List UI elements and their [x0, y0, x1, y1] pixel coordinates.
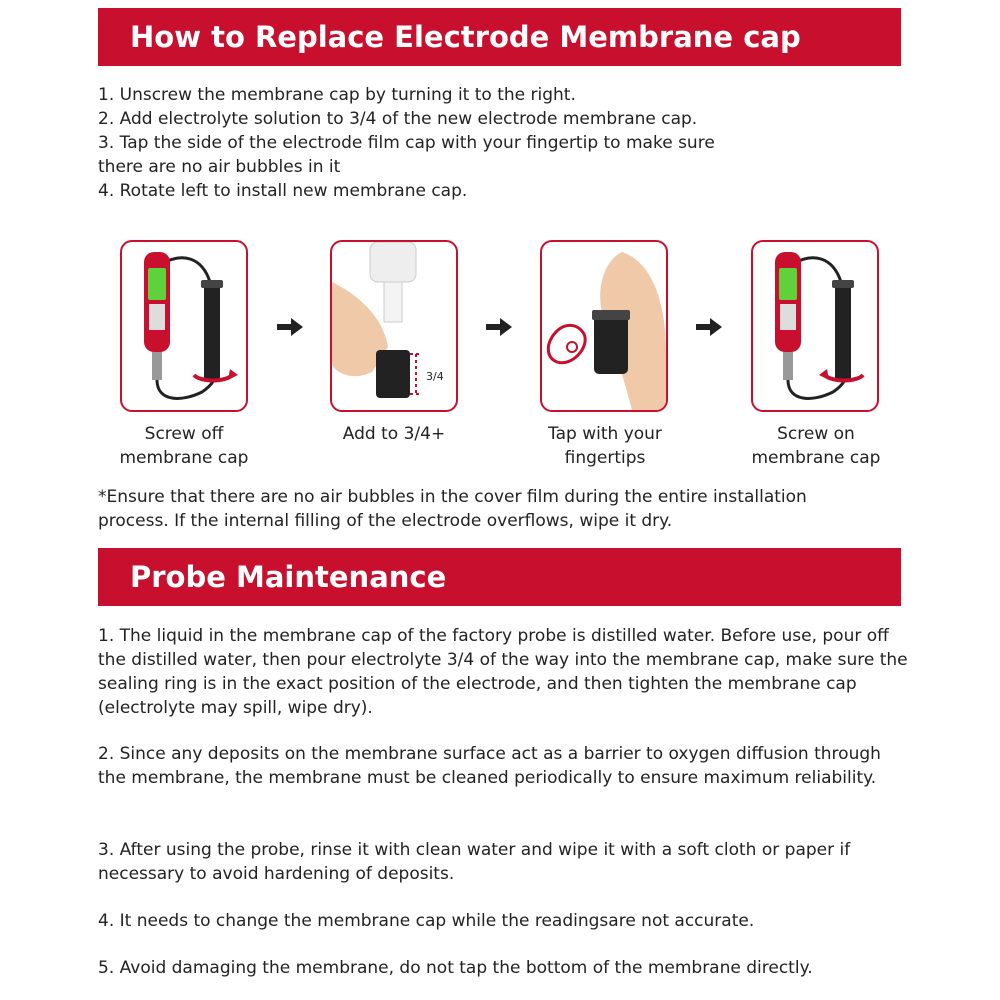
maintenance-item: 4. It needs to change the membrane cap while the readingsare not accurate. [98, 911, 755, 931]
probe-meter-icon [753, 242, 877, 410]
step-3-caption [515, 422, 695, 470]
replace-steps-list [98, 83, 908, 203]
step-3-illustration [540, 240, 668, 412]
maintenance-item: 5. Avoid damaging the membrane, do not tap the bottom of the membrane directly. [98, 958, 813, 978]
step-1-illustration [120, 240, 248, 412]
section-title: Probe Maintenance [130, 560, 447, 594]
caption-line: Add to 3/4+ [342, 424, 446, 444]
step-text: 1. Unscrew the membrane cap by turning it to the right. [98, 85, 576, 105]
note-line: process. If the internal filling of the electrode overflows, wipe it dry. [98, 511, 673, 531]
probe-meter-icon [122, 242, 246, 410]
step-4-illustration [751, 240, 879, 412]
fingertip-tap-icon [542, 242, 666, 410]
caption-line: fingertips [564, 448, 646, 468]
arrow-right-icon [696, 318, 722, 336]
maintenance-item: 1. The liquid in the membrane cap of the factory probe is distilled water. Before use, pour off the distilled water, then pour electrolyte 3/4 of the way into the membrane cap, make sure the sealing ring is in the exact position of the electrode, and then tighten the membrane cap (electrolyte may spill, wipe dry). [98, 626, 908, 718]
step-1-caption [94, 422, 274, 470]
caption-line: Screw off [144, 424, 224, 444]
step-4-caption [726, 422, 906, 470]
step-text: 2. Add electrolyte solution to 3/4 of the new electrode membrane cap. [98, 109, 698, 129]
maintenance-item: 3. After using the probe, rinse it with clean water and wipe it with a soft cloth or paper if necessary to avoid hardening of deposits. [98, 840, 851, 884]
section-header-maintenance [98, 548, 901, 606]
step-text: there are no air bubbles in it [98, 157, 341, 177]
section-header-replace [98, 8, 901, 66]
caption-line: membrane cap [119, 448, 249, 468]
installation-note [98, 485, 908, 533]
step-2-illustration [330, 240, 458, 412]
maintenance-item: 2. Since any deposits on the membrane surface act as a barrier to oxygen diffusion through the membrane, the membrane must be cleaned periodically to ensure maximum reliability. [98, 744, 881, 788]
fill-mark-label: 3/4 [426, 370, 444, 383]
caption-line: Screw on [777, 424, 855, 444]
step-text: 4. Rotate left to install new membrane cap. [98, 181, 468, 201]
arrow-right-icon [277, 318, 303, 336]
caption-line: membrane cap [751, 448, 881, 468]
step-2-caption [304, 422, 484, 446]
step-text: 3. Tap the side of the electrode film cap with your fingertip to make sure [98, 133, 715, 153]
section-title: How to Replace Electrode Membrane cap [130, 20, 801, 54]
note-line: *Ensure that there are no air bubbles in the cover film during the entire installation [98, 487, 807, 507]
arrow-right-icon [486, 318, 512, 336]
electrolyte-bottle-icon [332, 242, 456, 410]
caption-line: Tap with your [548, 424, 662, 444]
